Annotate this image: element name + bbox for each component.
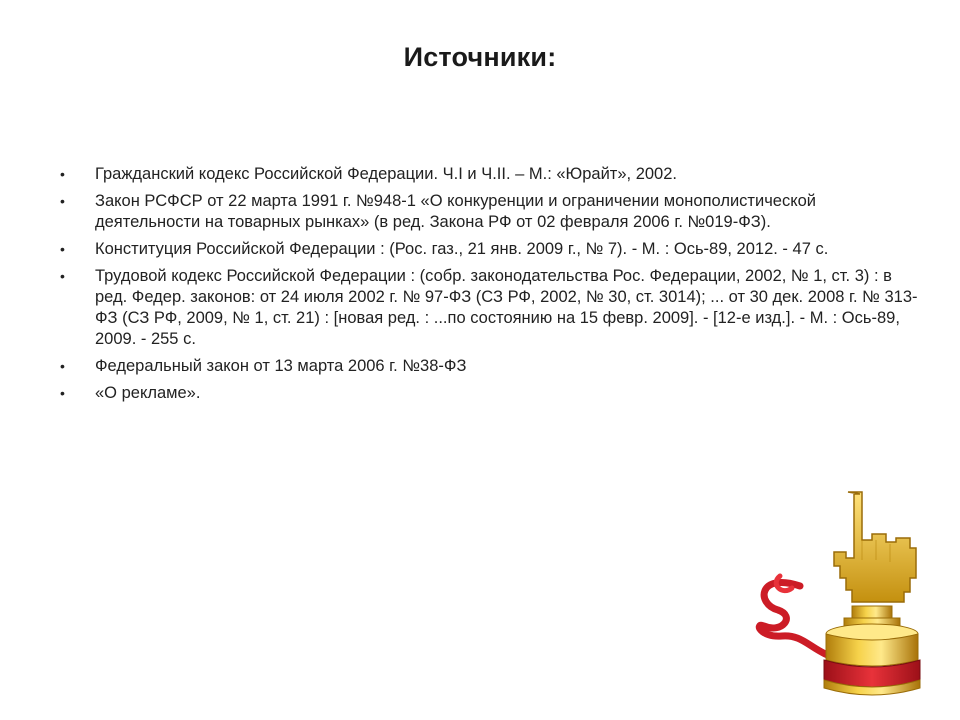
- bullet: •: [60, 358, 65, 374]
- list-item: [56, 266, 918, 350]
- list-item-text: Гражданский кодекс Российской Федерации. Ч.I и Ч.II. – М.: «Юрайт», 2002.: [95, 165, 677, 183]
- list-item: [56, 191, 918, 233]
- bullet: •: [60, 193, 65, 209]
- golden-cursor-hand-trophy-icon: [752, 484, 932, 704]
- slide-title: Источники:: [403, 42, 557, 72]
- list-item-text: Федеральный закон от 13 марта 2006 г. №38-ФЗ: [95, 357, 467, 375]
- bullet: •: [60, 268, 65, 284]
- list-item: [56, 164, 918, 185]
- list-item: [56, 356, 918, 377]
- sources-list: [56, 164, 918, 410]
- list-item-text: Трудовой кодекс Российской Федерации : (собр. законодательства Рос. Федерации, 2002, № 1, ст. 3) : в ред. Федер. законов: от 24 июля 2002 г. № 97-ФЗ (СЗ РФ, 2002, № 30, ст. 3014); ... от 30 дек. 2008 г. № 313-ФЗ (СЗ РФ, 2009, № 1, ст. 21) : [новая ред. : ...по состоянию на 15 февр. 2009]. - [12-е изд.]. - М. : Ось-89, 2009. - 255 с.: [95, 267, 918, 348]
- bullet: •: [60, 385, 65, 401]
- bullet: •: [60, 241, 65, 257]
- list-item: [56, 239, 918, 260]
- list-item-text: Закон РСФСР от 22 марта 1991 г. №948-1 «О конкуренции и ограничении монополистической деятельности на товарных рынках» (в ред. Закона РФ от 02 февраля 2006 г. №019-ФЗ).: [95, 192, 817, 231]
- list-item-text: «О рекламе».: [95, 384, 201, 402]
- list-item: [56, 383, 918, 404]
- bullet: •: [60, 166, 65, 182]
- list-item-text: Конституция Российской Федерации : (Рос. газ., 21 янв. 2009 г., № 7). - М. : Ось-89, 2012. - 47 с.: [95, 240, 829, 258]
